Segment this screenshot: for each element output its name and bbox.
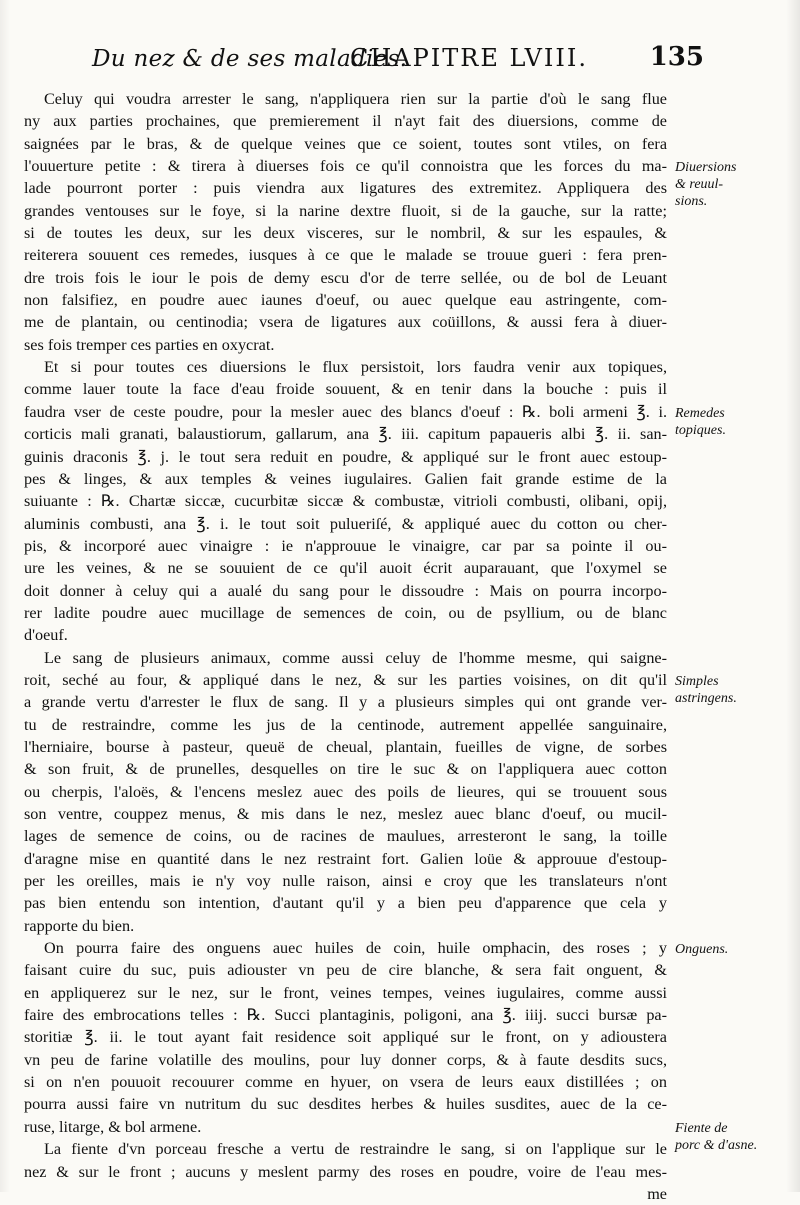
text-line: ny aux parties prochaines, que premierement il n'ayt fait des diuersions, comme de xyxy=(24,112,667,131)
text-line: dre trois fois le iour le pois de demy escu d'or de terre sellée, ou de bol de Leuant xyxy=(24,268,667,287)
marginal-note xyxy=(675,405,797,439)
page-gutter-shadow xyxy=(0,0,10,1192)
text-line: vn peu de farine volatille des moulins, pour luy donner corps, & à faute desdits sucs, xyxy=(24,1050,667,1069)
marginal-note-line: Simples xyxy=(675,674,719,690)
running-title: Du nez & de ses maladies. xyxy=(92,46,408,72)
marginal-note-line: Diuersions xyxy=(675,160,737,176)
text-line: & son fruit, & de prunelles, desquelles on tire le suc & on l'appliquera auec cotton xyxy=(24,760,667,779)
text-line: faudra vser de ceste poudre, pour la mesler auec des blancs d'oeuf : ℞. boli armeni ℥. i. xyxy=(24,402,667,421)
text-line: nez & sur le front ; aucuns y meslent parmy des roses en poudre, voire de l'eau mes- xyxy=(24,1162,667,1181)
text-line: per les oreilles, mais ie n'y voy nulle raison, ainsi e croy que les translateurs n'ont xyxy=(24,872,667,891)
text-line: Le sang de plusieurs animaux, comme aussi celuy de l'homme mesme, qui saigne- xyxy=(44,648,667,667)
text-line: pis, & incorporé auec vinaigre : ie n'approuue le vinaigre, car par sa pointe il ou- xyxy=(24,536,667,555)
text-line: suiuante : ℞. Chartæ siccæ, cucurbitæ siccæ & combustæ, vitrioli combusti, olibani, opij, xyxy=(24,492,667,511)
text-line: Celuy qui voudra arrester le sang, n'appliquera rien sur la partie d'où le sang flue xyxy=(44,90,667,108)
page-number: 135 xyxy=(649,42,704,72)
text-line: son ventre, couppez menus, & mis dans le nez, meslez auec blanc d'oeuf, ou mucil- xyxy=(24,805,667,823)
text-line: d'oeuf. xyxy=(24,626,68,645)
text-line: pas bien entendu son intention, d'autant qu'il y a bien peu d'apparence que cela y xyxy=(24,894,667,913)
text-line: tu de restraindre, comme les jus de la centinode, autrement appellée sanguinaire, xyxy=(24,715,667,734)
text-line: me xyxy=(647,1184,667,1203)
text-line: faisant cuire du suc, puis adiouster vn peu de cire blanche, & sera fait onguent, & xyxy=(24,961,667,980)
text-line: corticis mali granati, balaustiorum, gallarum, ana ℥. iii. capitum papaueris albi ℥. ii. san- xyxy=(24,425,667,444)
marginal-note-line: porc & d'asne. xyxy=(675,1138,758,1154)
text-line: non falsifiez, en poudre auec iaunes d'oeuf, ou auec quelque eau astringente, com- xyxy=(24,291,667,310)
marginal-note xyxy=(675,159,797,210)
main-text-column xyxy=(24,88,667,1205)
text-line: me de plantain, ou centinodia; vsera de ligatures aux coüillons, & aussi fera à diuer- xyxy=(24,313,667,332)
text-line: ure les veines, & ne se souuient de ce qu'il auoit écrit auparauant, que l'oxymel se xyxy=(24,559,667,578)
text-line: On pourra faire des onguens auec huiles de coin, huile omphacin, des roses ; y xyxy=(44,939,667,958)
text-line: l'ouuerture petite : & tirera à diuerses fois ce qu'il connoistra que les forces du ma- xyxy=(24,157,667,176)
marginal-note xyxy=(675,673,797,707)
text-line: ses fois tremper ces parties en oxycrat. xyxy=(24,335,275,354)
text-line: rer ladite poudre auec mucillage de semences de coin, ou de psyllium, ou de blanc xyxy=(24,603,667,622)
text-line: doit donner à celuy qui a aualé du sang pour le dissoudre : Mais on pourra incorpo- xyxy=(24,581,667,600)
text-line: ruse, litarge, & bol armene. xyxy=(24,1117,202,1136)
text-line: roit, seché au four, & appliqué dans le nez, & sur les parties voisines, on dit qu'il xyxy=(24,670,667,689)
text-line: si de toutes les deux, sur les deux visceres, sur le nombril, & sur les espaules, & xyxy=(24,224,667,243)
text-line: d'aragne mise en quantité dans le nez restraint fort. Galien loüe & approuue d'estoup- xyxy=(24,849,667,868)
marginal-note-line: Remedes xyxy=(675,405,725,421)
text-line: pes & linges, & aux temples & veines iugulaires. Galien fait grande estime de la xyxy=(24,469,667,488)
marginal-note-line: & reuul- xyxy=(675,177,724,193)
text-line: faire des embrocations telles : ℞. Succi plantaginis, poligoni, ana ℥. iiij. succi bursæ pa- xyxy=(24,1006,667,1025)
text-line: lade pourront porter : puis viendra aux ligatures des extremitez. Appliquera des xyxy=(24,179,667,198)
chapter-heading: CHAPITRE LVIII. xyxy=(350,44,588,72)
marginal-note xyxy=(675,941,797,958)
text-line: Et si pour toutes ces diuersions le flux persistoit, lors faudra venir aux topiques, xyxy=(44,358,667,377)
text-line: grandes ventouses sur le foye, si la narine dextre fluoit, si de la gauche, sur la ratte; xyxy=(24,201,667,220)
text-line: l'herniaire, bourse à pasteur, queuë de cheual, plantain, fueilles de vigne, de sorbes xyxy=(24,737,667,756)
text-line: si on n'en pouuoit recouurer comme en hyuer, on vsera de leurs eaux distillées ; on xyxy=(24,1073,667,1092)
text-line: en appliquerez sur le nez, sur le front, veines tempes, veines iugulaires, comme aussi xyxy=(24,983,667,1002)
text-line: reiterera souuent ces remedes, iusques à ce que le malade se trouue gueri : fera pren- xyxy=(24,246,667,265)
marginal-note xyxy=(675,1120,797,1154)
text-line: saignées par le bras, & de quelque veines que ce soient, toutes sont vtiles, on fera xyxy=(24,134,667,153)
text-line: rapporte du bien. xyxy=(24,916,135,935)
text-line: lages de semence de coins, ou de racines de maulues, arresteront le sang, la toille xyxy=(24,827,667,846)
running-header xyxy=(92,42,702,82)
text-line: pourra aussi faire vn nutritum du suc desdites herbes & huiles susdites, auec de la ce- xyxy=(24,1095,667,1114)
text-line: guinis draconis ℥. j. le tout sera reduit en poudre, & appliqué sur le front auec estoup- xyxy=(24,447,667,466)
marginal-note-line: astringens. xyxy=(675,691,737,707)
marginal-note-line: Fiente de xyxy=(675,1121,728,1137)
marginal-note-line: sions. xyxy=(675,194,708,210)
text-line: storitiæ ℥. ii. le tout ayant fait residence soit appliqué sur le front, on y adioustera xyxy=(24,1028,667,1047)
text-line: ou cherpis, l'aloës, & l'encens meslez auec des poils de lieures, qui se trouuent sous xyxy=(24,782,667,801)
text-line: comme lauer toute la face d'eau froide souuent, & en tenir dans la bouche : puis il xyxy=(24,380,667,399)
marginal-note-line: topiques. xyxy=(675,422,726,438)
text-line: aluminis combusti, ana ℥. i. le tout soit pulueriſé, & appliqué auec du cotton ou cher- xyxy=(24,514,667,533)
text-line: a grande vertu d'arrester le flux de sang. Il y a plusieurs simples qui ont grande ver- xyxy=(24,693,667,712)
text-line: La fiente d'vn porceau fresche a vertu de restraindre le sang, si on l'applique sur le xyxy=(44,1140,667,1159)
marginal-note-line: Onguens. xyxy=(675,942,729,958)
